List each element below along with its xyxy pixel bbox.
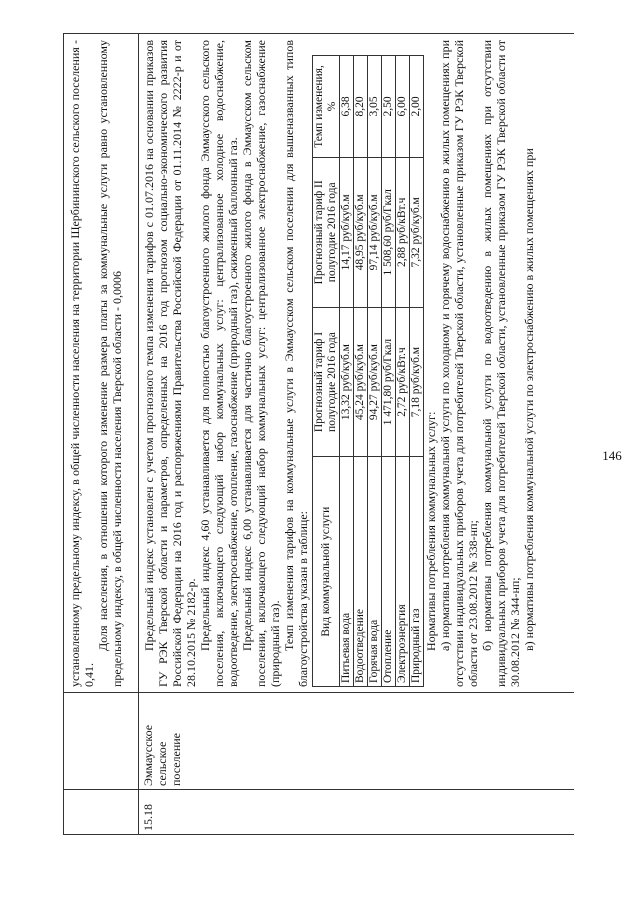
tariff-rate: 6,00	[396, 56, 410, 158]
text-cell	[138, 34, 578, 693]
tariff-h1: 45,24 руб/куб.м	[354, 307, 368, 457]
service-name: Питьевая вода	[340, 457, 354, 687]
paragraph: а) нормативы потребления коммунальной услуги по холодному и горячему водоснабжению в жилых помещениях при отсутствии индивидуальных приборов учета для потребителей Тверской области, установленные приказом ГУ РЭК Тверской области от 23.08.2012 № 338-нп;	[438, 40, 480, 687]
tariff-rate: 2,00	[410, 56, 424, 158]
service-name: Отопление	[382, 457, 396, 687]
tariff-rate: 8,20	[354, 56, 368, 158]
tariff-h1: 2,72 руб/кВт.ч	[396, 307, 410, 457]
tariff-h2: 7,32 руб/куб.м	[410, 157, 424, 307]
text-cell	[64, 34, 142, 693]
service-name: Природный газ	[410, 457, 424, 687]
tariff-h2: 48,95 руб/куб.м	[354, 157, 368, 307]
tariff-h2: 2,88 руб/кВт.ч	[396, 157, 410, 307]
tariff-row	[396, 56, 410, 687]
tariff-rate: 3,05	[368, 56, 382, 158]
paragraph: Доля населения, в отношении которого изменение размера платы за коммунальные услуги равно установленному предельному индексу, в общей численности населения Тверской области - 0,0006	[96, 40, 124, 687]
paragraph: в) нормативы потребления коммунальной услуги по электроснабжению в жилых помещениях при	[522, 148, 536, 651]
paragraph: Предельный индекс установлен с учетом прогнозного темпа изменения тарифов с 01.07.2016 на основании приказов ГУ РЭК Тверской области и параметров, определенных на 2016 год прогнозом социально-экономического развития Российской Федерации на 2016 год и распоряжениями Правительства Российской Федерации от 01.11.2014 № 2222-р и от 28.10.2015 № 2182-р.	[142, 40, 198, 687]
tariff-header: Темп изменения, %	[313, 56, 340, 158]
row-number-cell	[64, 789, 138, 834]
settlement-name: Эммаусское сельское поселение	[141, 724, 183, 786]
tariff-row	[410, 56, 424, 687]
paragraph: Нормативы потребления коммунальных услуг:	[424, 411, 438, 651]
tariff-header-row	[313, 56, 340, 687]
tariff-row	[382, 56, 396, 687]
tariff-h1: 1 471,80 руб/Гкал	[382, 307, 396, 457]
tariff-row	[354, 56, 368, 687]
tariff-h2: 97,14 руб/куб.м	[368, 157, 382, 307]
place-cell	[64, 692, 138, 790]
tariff-h1: 13,32 руб/куб.м	[340, 307, 354, 457]
tariff-table	[312, 55, 424, 687]
table-row	[64, 34, 139, 834]
document-table	[63, 33, 574, 835]
tariff-row	[368, 56, 382, 687]
service-name: Водоотведение	[354, 457, 368, 687]
tariff-h2: 14,17 руб/куб.м	[340, 157, 354, 307]
tariff-header: Прогнозный тариф I полугодие 2016 года	[313, 307, 340, 457]
tariff-h2: 1 508,60 руб/Гкал	[382, 157, 396, 307]
tariff-h1: 7,18 руб/куб.м	[410, 307, 424, 457]
tariff-header: Прогнозный тариф II полугодие 2016 года	[313, 157, 340, 307]
row-number-cell	[138, 789, 574, 834]
tariff-header: Вид коммунальной услуги	[313, 457, 340, 687]
place-cell	[138, 692, 574, 790]
table-row	[138, 34, 574, 834]
tariff-row	[340, 56, 354, 687]
tariff-h1: 94,27 руб/куб.м	[368, 307, 382, 457]
tariff-rate: 6,38	[340, 56, 354, 158]
service-name: Горячая вода	[368, 457, 382, 687]
paragraph: Предельный индекс 6,00 устанавливается для частично благоустроенного жилого фонда в Эммаусском сельском поселении, включающего следующий набор коммунальных услуг: централизованное электроснабжение, газоснабжение (природный газ).	[240, 40, 282, 687]
page-number: 146	[602, 448, 622, 463]
tariff-rate: 2,50	[382, 56, 396, 158]
paragraph: Предельный индекс 4,60 устанавливается для полностью благоустроенного жилого фонда Эммаусского сельского поселения, включающего следующий набор коммунальных услуг: централизованное холодное водоснабжение, водоотведение, электроснабжение, отопление, газоснабжение (природный газ), сжиженный баллонный газ.	[198, 40, 240, 687]
paragraph: б) нормативы потребления коммунальной услуги по водоотведению в жилых помещениях при отсутствии индивидуальных приборов учета для потребителей Тверской области, установленные приказом ГУ РЭК Тверской области от 30.08.2012 № 344-нп;	[480, 40, 522, 687]
paragraph: установленному предельному индексу, в общей численности населения на территории Щербининского сельского поселения - 0,41.	[68, 40, 96, 687]
paragraph: Темп изменения тарифов на коммунальные услуги в Эммаусском сельском поселении для вышеназванных типов благоустройства указан в таблице:	[282, 40, 310, 687]
service-name: Электроэнергия	[396, 457, 410, 687]
row-number: 15.18	[141, 804, 155, 831]
